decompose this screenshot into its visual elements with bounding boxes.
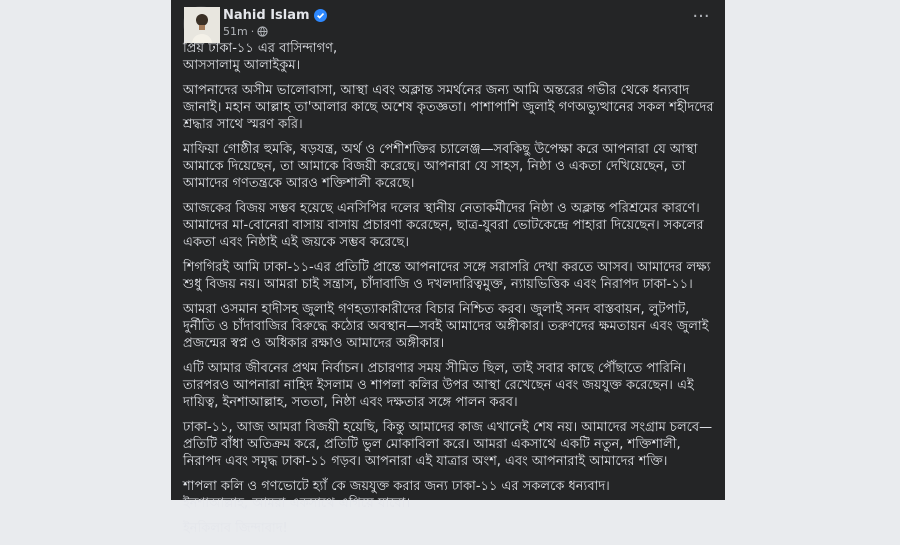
post-paragraph: শাপলা কলি ও গণভোটে হ্যাঁ কে জয়যুক্ত করার জন্য ঢাকা-১১ এর সকলকে ধন্যবাদ। ইনশাআল্লাহ, আমরা একসাথে এগিয়ে যাবো। (183, 479, 610, 511)
post-paragraph: শিগগিরই আমি ঢাকা-১১-এর প্রতিটি প্রান্তে আপনাদের সঙ্গে সরাসরি দেখা করতে আসব। আমাদের লক্ষ্য শুধু বিজয় নয়। আমরা চাই সন্ত্রাস, চাঁদাবাজি ও দখলদারিত্বমুক্ত, ন্যায়ভিত্তিক এবং নিরাপদ ঢাকা-১১। (183, 260, 711, 292)
post-paragraph: মাফিয়া গোষ্ঠীর হুমকি, ষড়যন্ত্র, অর্থ ও পেশীশক্তির চ্যালেঞ্জ—সবকিছু উপেক্ষা করে আপনারা যে আস্থা আমাকে দিয়েছেন, তা আমাকে বিজয়ী করেছে। আপনারা যে সাহস, নিষ্ঠা ও একতা দেখিয়েছেন, তা আমাদের গণতন্ত্রকে আরও শক্তিশালী করেছে। (183, 142, 698, 191)
post-body (183, 40, 715, 545)
post-header (171, 0, 725, 42)
post-paragraph: এটি আমার জীবনের প্রথম নির্বাচন। প্রচারণার সময় সীমিত ছিল, তাই সবার কাছে পৌঁছাতে পারিনি। তারপরও আপনারা নাহিদ ইসলাম ও শাপলা কলির উপর আস্থা রেখেছেন এবং জয়যুক্ত করেছেন। এই দায়িত্ব, ইনশাআল্লাহ, সততা, নিষ্ঠা এবং দক্ষতার সঙ্গে পালন করব। (183, 361, 694, 410)
post-paragraph: প্রিয় ঢাকা-১১ এর বাসিন্দাগণ, আসসালামু আলাইকুম। (183, 41, 338, 73)
post-paragraph: আমরা ওসমান হাদীসহ জুলাই গণহত্যাকারীদের বিচার নিশ্চিত করব। জুলাই সনদ বাস্তবায়ন, লুটপাট, দুর্নীতি ও চাঁদাবাজির বিরুদ্ধে কঠোর অবস্থান—সবই আমাদের অঙ্গীকার। তরুণদের ক্ষমতায়ন এবং জুলাই প্রজন্মের স্বপ্ন ও অধিকার রক্ষাও আমাদের অঙ্গীকার। (183, 302, 709, 351)
avatar-image (184, 7, 220, 43)
more-options-icon[interactable]: ··· (692, 6, 710, 27)
post-meta (223, 24, 268, 38)
author-name[interactable]: Nahid Islam (223, 7, 310, 23)
avatar[interactable] (183, 6, 219, 42)
author-row (223, 6, 327, 24)
verified-badge-icon (314, 9, 327, 22)
post-paragraph: ঢাকা-১১, আজ আমরা বিজয়ী হয়েছি, কিন্তু আমাদের কাজ এখানেই শেষ নয়। আমাদের সংগ্রাম চলবে—প্রতিটি বাঁধা অতিক্রম করে, প্রতিটি ভুল মোকাবিলা করে। আমরা একসাথে একটি নতুন, শক্তিশালী, নিরাপদ এবং সমৃদ্ধ ঢাকা-১১ গড়ব। আপনারা এই যাত্রার অংশ, এবং আপনারাই আমাদের শক্তি। (183, 420, 713, 469)
post-paragraph: ইনকিলাব জিন্দাবাদ! (183, 521, 288, 536)
post-card (171, 0, 725, 536)
post-time[interactable]: 51m (223, 24, 248, 38)
post-paragraph: আজকের বিজয় সম্ভব হয়েছে এনসিপির দলের স্থানীয় নেতাকর্মীদের নিষ্ঠা ও অক্লান্ত পরিশ্রমের কারণে। আমাদের মা-বোনেরা বাসায় বাসায় প্রচারণা করেছেন, ছাত্র-যুবরা ভোটকেন্দ্রে পাহারা দিয়েছেন। সকলের একতা এবং নিষ্ঠাই এই জয়কে সম্ভব করেছে। (183, 201, 704, 250)
meta-separator: · (250, 24, 255, 38)
globe-icon[interactable] (257, 26, 268, 37)
post-paragraph: আপনাদের অসীম ভালোবাসা, আস্থা এবং অক্লান্ত সমর্থনের জন্য আমি অন্তরের গভীর থেকে ধন্যবাদ জানাই। মহান আল্লাহ তা'আলার কাছে অশেষ কৃতজ্ঞতা। পাশাপাশি জুলাই গণঅভ্যুত্থানের সকল শহীদদের শ্রদ্ধার সাথে স্মরণ করি। (183, 83, 714, 132)
